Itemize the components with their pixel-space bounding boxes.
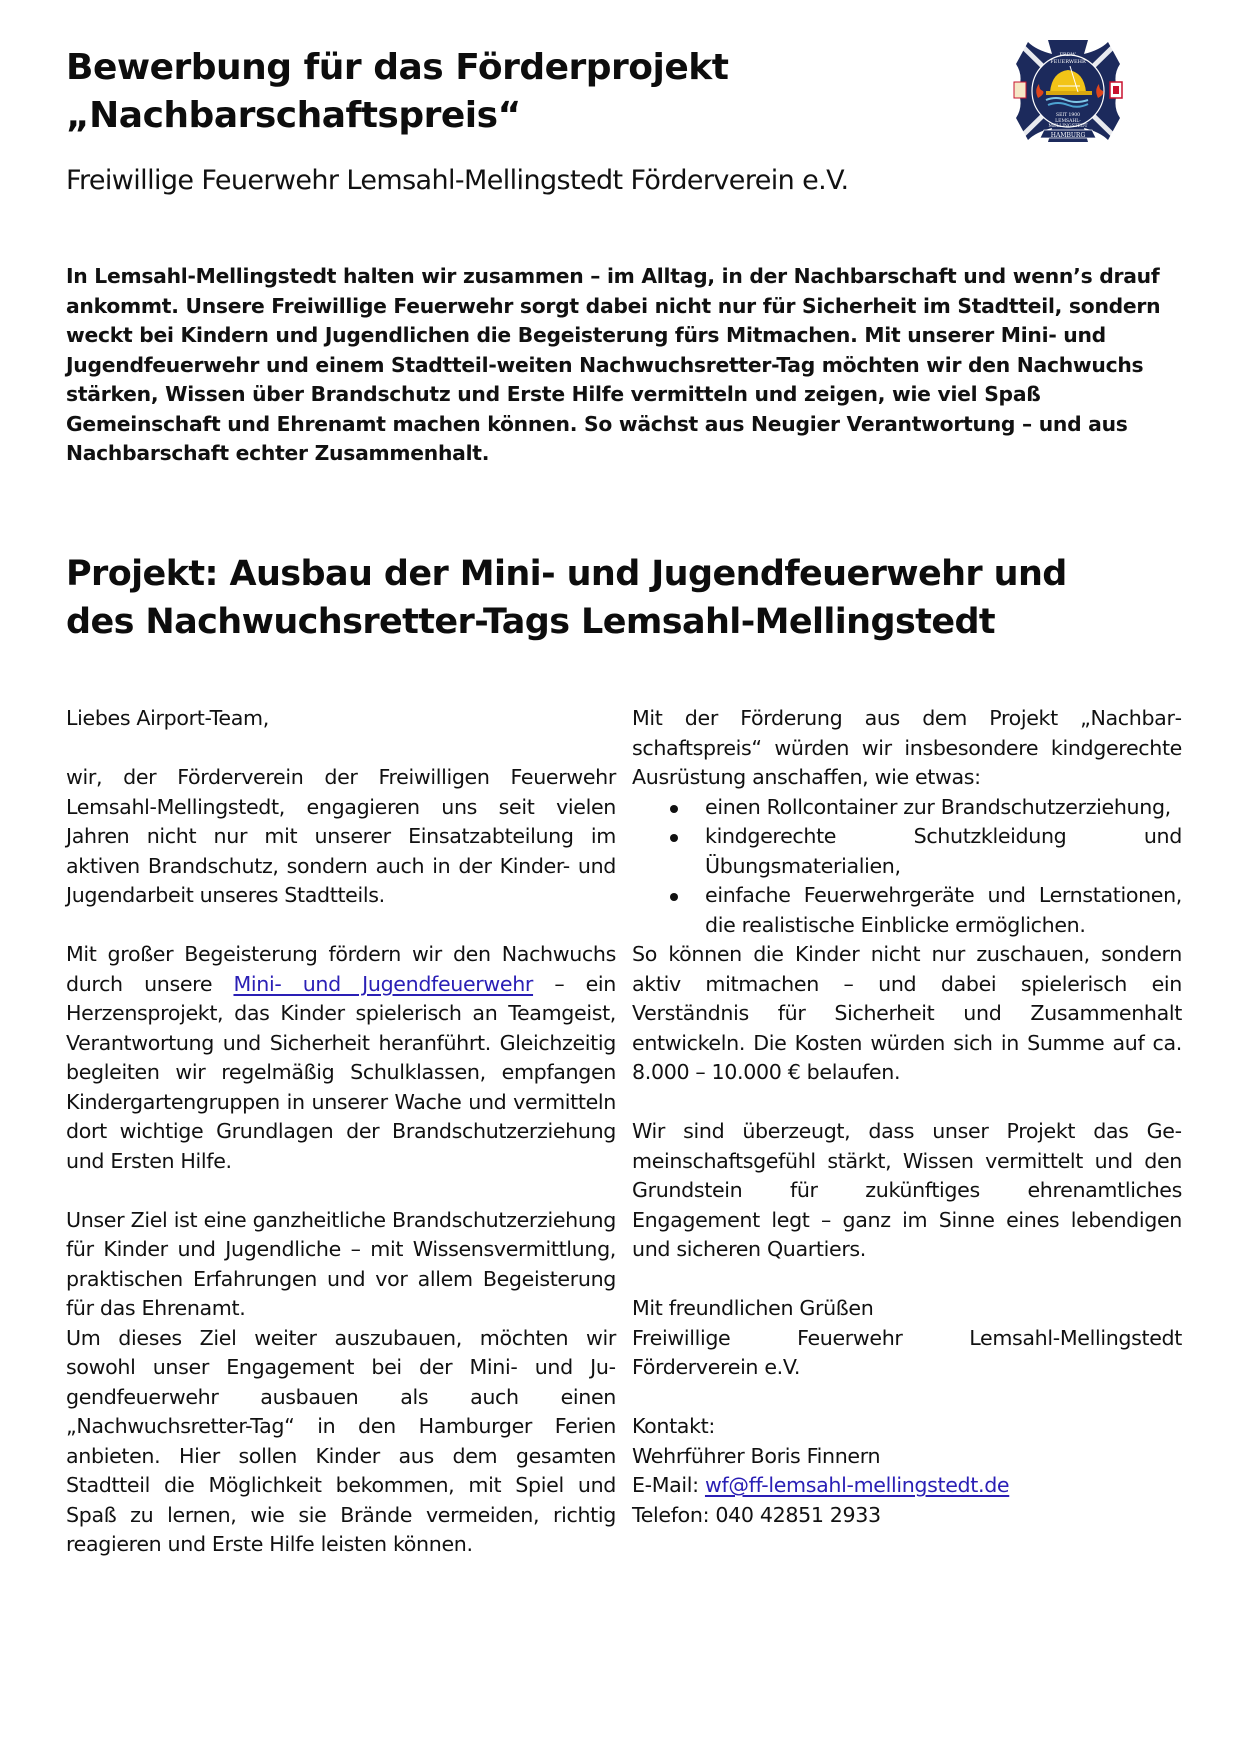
emblem-svg [1008, 36, 1128, 146]
signature: Freiwillige Feuerwehr Lemsahl-Mellingstedt Förderverein e.V. [632, 1325, 1182, 1379]
letter-paragraph-6: So können die Kinder nicht nur zuschauen, sondern aktiv mitmachen – und dabei spielerisch ein Verständnis für Sicherheit und Zusammenhalt entwickeln. Die Kosten würden sich in Summe auf ca. 8.000 – 10.000 € belaufen. [632, 942, 1182, 1084]
project-title-line-2: des Nachwuchsretter-Tags Lemsahl-Mellingstedt [66, 602, 996, 642]
letter-paragraph-1: wir, der Förderverein der Freiwilligen Feuerwehr Lemsahl-Mellingstedt, engagieren uns seit vielen Jahren nicht nur mit unserer Einsatzabteilung im aktiven Brandschutz, sondern auch in der Kinder- und Jugendarbeit unseres Stadtteils. [66, 765, 616, 907]
salutation: Liebes Airport-Team, [66, 706, 269, 730]
contact-email-line [632, 1471, 1182, 1501]
letter-paragraph-7: Wir sind überzeugt, dass unser Projekt das Gemeinschaftsgefühl stärkt, Wissen vermittelt und den Grundstein für zukünftiges ehrenamtliches Engagement legt – ganz im Sinne eines lebendigen und sicheren Quartiers. [632, 1119, 1182, 1261]
letter-column-right [632, 704, 1182, 1530]
document-title [66, 44, 966, 140]
list-item-text: einen Rollcontainer zur Brandschutzerziehung, [705, 794, 1171, 819]
fire-department-emblem-icon [1008, 36, 1128, 146]
intro-paragraph: In Lemsahl-Mellingstedt halten wir zusammen – im Alltag, in der Nachbarschaft und wenn’s drauf ankommt. Unsere Freiwillige Feuerwehr sorgt dabei nicht nur für Sicherheit im Stadtteil, sondern weckt bei Kindern und Jugendlichen die Begeisterung fürs Mitmachen. Mit unserer Mini- und Jugendfeuerwehr und einem Stadtteil-weiten Nachwuchsretter-Tag möchten wir den Nachwuchs stärken, Wissen über Brandschutz und Erste Hilfe vermitteln und zeigen, wie viel Spaß Gemeinschaft und Ehrenamt machen können. So wächst aus Neugier Verantwortung – und aus Nachbarschaft echter Zusammenhalt. [66, 264, 1161, 465]
emblem-text-top-2: FEUERWEHR [1050, 59, 1086, 65]
letter-paragraph-5: Mit der Förderung aus dem Projekt „Nachbarschaftspreis“ würden wir insbesondere kindgerechte Ausrüstung anschaffen, wie etwas: [632, 706, 1182, 789]
title-line-2: „Nachbarschaftspreis“ [66, 95, 521, 136]
list-item [632, 822, 1182, 881]
mini-jugendfeuerwehr-link[interactable]: Mini- und Jugendfeuerwehr [233, 971, 534, 996]
letter-paragraph-4: Um dieses Ziel weiter auszubauen, möchten wir sowohl unser Engagement bei der Mini- und Jugendfeuerwehr ausbauen als auch einen „Nachwuchsretter-Tag“ in den Hamburger Ferien anbieten. Hier sollen Kinder aus dem gesamten Stadtteil die Möglichkeit bekommen, mit Spiel und Spaß zu lernen, wie sie Brände vermeiden, richtig reagieren und Erste Hilfe leisten können. [66, 1325, 616, 1556]
emblem-banner-text: HAMBURG [1050, 132, 1086, 139]
contact-label: Kontakt: [632, 1414, 715, 1438]
bullet-icon [670, 805, 678, 813]
letter-paragraph-2 [66, 940, 616, 1176]
list-item [632, 793, 1182, 823]
crest-icon-left [1014, 82, 1026, 98]
equipment-list [632, 793, 1182, 941]
emblem-text-bottom-1: SEIT 1900 [1055, 113, 1081, 118]
closing: Mit freundlichen Grüßen [632, 1296, 874, 1320]
paragraph-2-text-before: Mit großer Begeisterung fördern wir den Nachwuchs durch unsere [66, 942, 616, 996]
emblem-text-bottom-3: MELLINGSTEDT [1048, 124, 1088, 129]
bullet-icon [670, 893, 678, 901]
organization-subtitle: Freiwillige Feuerwehr Lemsahl-Mellingstedt Förderverein e.V. [66, 165, 849, 196]
emblem-text-top-1: FRDW. [1059, 52, 1077, 58]
emblem-text-bottom-2: LEMSAHL- [1055, 119, 1081, 124]
contact-name: Wehrführer Boris Finnern [632, 1443, 881, 1468]
letter-column-left [66, 704, 616, 1560]
letter-paragraph-3: Unser Ziel ist eine ganzheitliche Brandschutzerziehung für Kinder und Jugendliche – mit Wissensvermittlung, praktischen Erfahrungen und vor allem Begeisterung für das Ehrenamt. [66, 1207, 616, 1320]
helmet-brim [1046, 91, 1092, 95]
list-item-text: einfache Feuerwehrgeräte und Lernstationen, die realistische Einblicke ermöglichen. [705, 883, 1182, 937]
contact-phone: Telefon: 040 42851 2933 [632, 1502, 881, 1527]
paragraph-2-text-after: – ein Herzensprojekt, das Kinder spielerisch an Teamgeist, Verantwortung und Sicherheit heranführt. Gleichzeitig begleiten wir regelmäßig Schulklassen, empfangen Kindergartengruppen in unserer Wache und vermitteln dort wichtige Grundlagen der Brandschutzerziehung und Ersten Hilfe. [66, 971, 616, 1173]
project-title [66, 550, 1166, 646]
list-item-text: kindgerechte Schutzkleidung und Übungsmaterialien, [705, 824, 1182, 878]
email-link[interactable]: wf@ff-lemsahl-mellingstedt.de [704, 1473, 1010, 1497]
bullet-icon [670, 834, 678, 842]
project-title-line-1: Projekt: Ausbau der Mini- und Jugendfeuerwehr und [66, 554, 1067, 594]
crest-castle [1113, 86, 1119, 94]
list-item [632, 881, 1182, 940]
title-line-1: Bewerbung für das Förderprojekt [66, 47, 729, 88]
email-label: E-Mail: [632, 1473, 705, 1497]
